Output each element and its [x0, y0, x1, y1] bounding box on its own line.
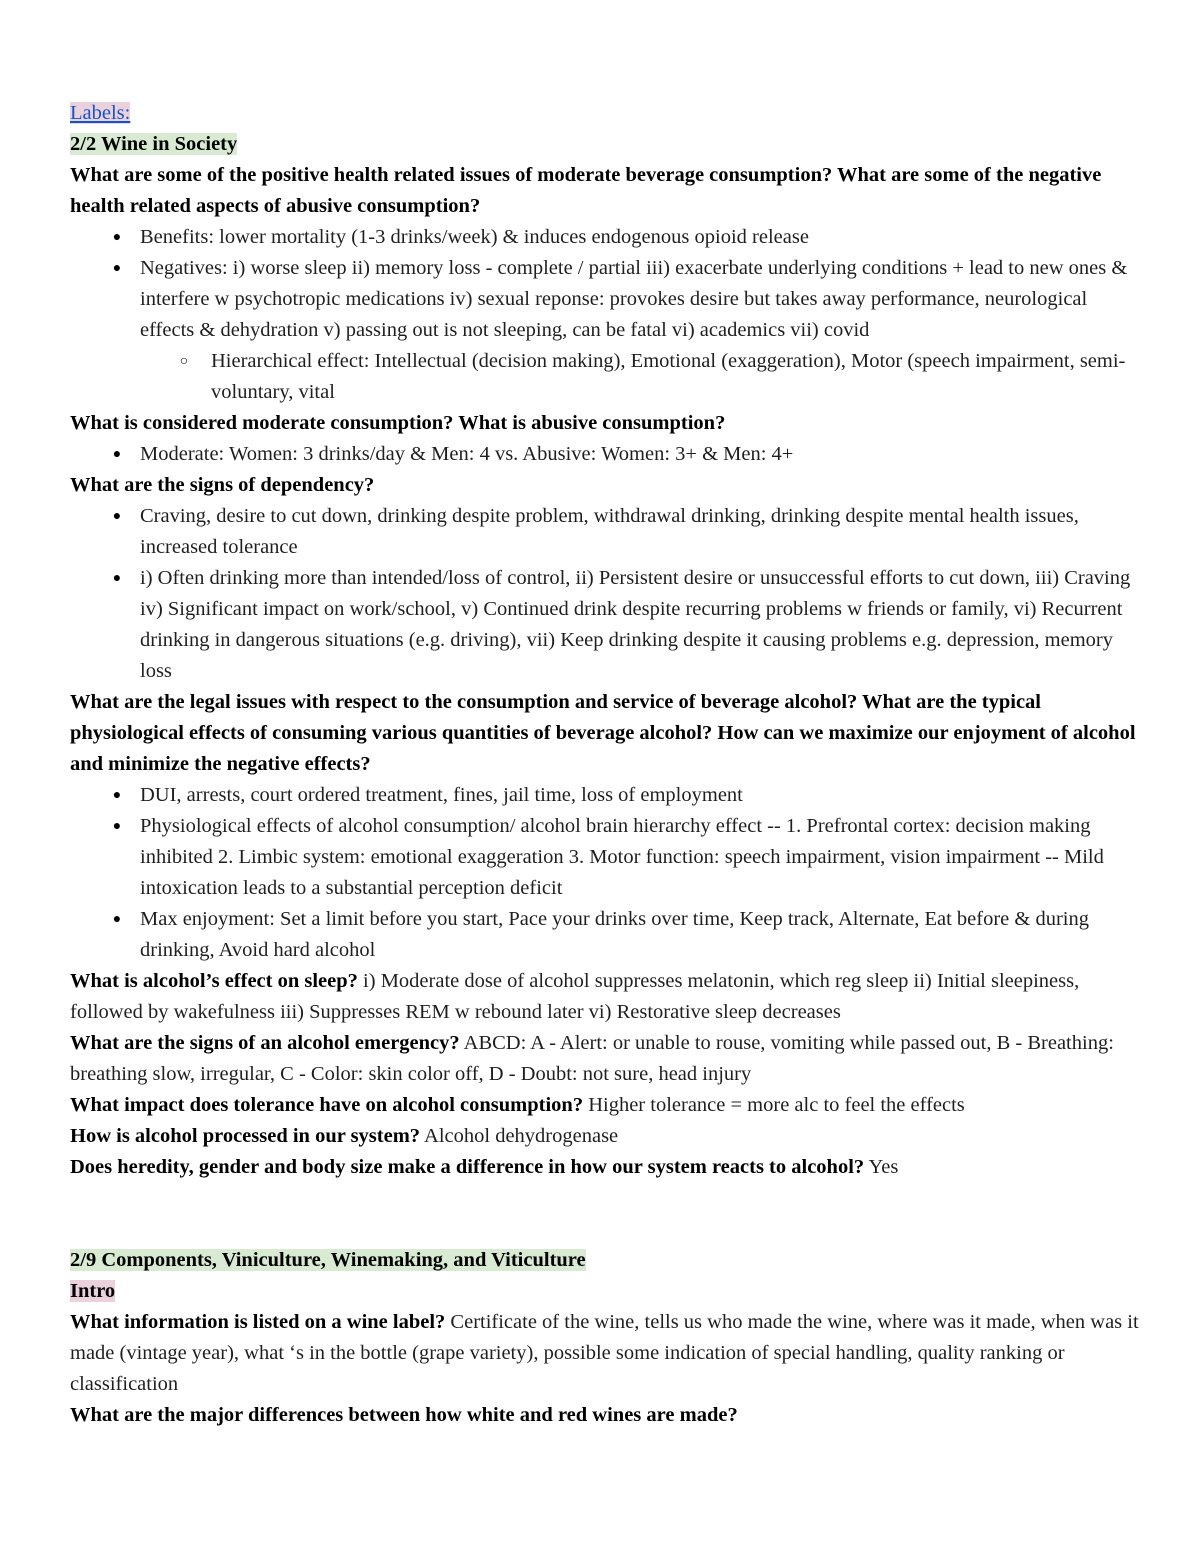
answer-5-text: i) Moderate dose of alcohol suppresses melatonin, which reg sleep ii) Initial sleepiness, followed by wakefulness iii) Suppresses REM w rebound later vi) Restorative sleep decreases [70, 970, 1080, 1023]
subheading [70, 1276, 1140, 1307]
section-2-heading: 2/9 Components, Viniculture, Winemaking, and Viticulture [70, 1249, 586, 1271]
question-2: What is considered moderate consumption? What is abusive consumption? [70, 412, 726, 434]
list-item-text: Negatives: i) worse sleep ii) memory loss - complete / partial iii) exacerbate underlying conditions + lead to new ones & interfere w psychotropic medications iv) sexual reponse: provokes desire but takes away performance, neurological effects & dehydration v) passing out is not sleeping, can be fatal vi) academics vii) covid [140, 257, 1128, 341]
question-3-list [70, 501, 1140, 687]
document-page [70, 98, 1140, 1431]
list-item-text: Max enjoyment: Set a limit before you start, Pace your drinks over time, Keep track, Alternate, Eat before & during drinking, Avoid hard alcohol [140, 908, 1089, 961]
list-item [70, 811, 1140, 904]
question-1: What are some of the positive health related issues of moderate beverage consumption? What are some of the negative health related aspects of abusive consumption? [70, 164, 1102, 217]
question-9 [70, 1152, 1140, 1183]
list-item [70, 904, 1140, 966]
list-item [70, 501, 1140, 563]
question-9-text: Does heredity, gender and body size make a difference in how our system reacts to alcohol? [70, 1156, 865, 1178]
section-heading [70, 1245, 1140, 1276]
list-item-text: Physiological effects of alcohol consumption/ alcohol brain hierarchy effect -- 1. Prefrontal cortex: decision making inhibited 2. Limbic system: emotional exaggeration 3. Motor function: speech impairment, vision impairment -- Mild intoxication leads to a substantial perception deficit [140, 815, 1104, 899]
question-4-list [70, 780, 1140, 966]
list-item-text: DUI, arrests, court ordered treatment, fines, jail time, loss of employment [140, 784, 743, 806]
list-item-text: Moderate: Women: 3 drinks/day & Men: 4 vs. Abusive: Women: 3+ & Men: 4+ [140, 443, 794, 465]
question-3: What are the signs of dependency? [70, 474, 375, 496]
answer-8-text: Alcohol dehydrogenase [420, 1125, 619, 1147]
list-item [70, 253, 1140, 346]
sub-list-item [70, 346, 1140, 408]
question-6-text: What are the signs of an alcohol emergency? [70, 1032, 460, 1054]
question-5 [70, 966, 1140, 1028]
list-item [70, 780, 1140, 811]
answer-10-text: Certificate of the wine, tells us who made the wine, where was it made, when was it made (vintage year), what ‘s in the bottle (grape variety), possible some indication of special handling, quality ranking or classification [70, 1311, 1139, 1395]
question-10-text: What information is listed on a wine label? [70, 1311, 446, 1333]
section-1-heading: 2/2 Wine in Society [70, 133, 238, 155]
question-8 [70, 1121, 1140, 1152]
bullet-icon [111, 222, 123, 253]
bullet-icon [111, 563, 123, 594]
list-item-text: Craving, desire to cut down, drinking despite problem, withdrawal drinking, drinking despite mental health issues, increased tolerance [140, 505, 1079, 558]
list-item [70, 222, 1140, 253]
bullet-icon [111, 780, 123, 811]
question-7-text: What impact does tolerance have on alcohol consumption? [70, 1094, 584, 1116]
hollow-bullet-icon [178, 346, 190, 377]
bullet-icon [111, 501, 123, 532]
answer-7-text: Higher tolerance = more alc to feel the effects [583, 1094, 965, 1116]
question-5-text: What is alcohol’s effect on sleep? [70, 970, 358, 992]
answer-6-text: ABCD: A - Alert: or unable to rouse, vomiting while passed out, B - Breathing: breathing slow, irregular, C - Color: skin color off, D - Doubt: not sure, head injury [70, 1032, 1114, 1085]
labels-link[interactable]: Labels: [70, 102, 131, 124]
blank-space [70, 1183, 1140, 1245]
list-item-text: Benefits: lower mortality (1-3 drinks/week) & induces endogenous opioid release [140, 226, 809, 248]
list-item-text: i) Often drinking more than intended/loss of control, ii) Persistent desire or unsuccessful efforts to cut down, iii) Craving iv) Significant impact on work/school, v) Continued drink despite recurring problems w friends or family, vi) Recurrent drinking in dangerous situations (e.g. driving), vii) Keep drinking despite it causing problems e.g. depression, memory loss [140, 567, 1131, 682]
bullet-icon [111, 811, 123, 842]
question-11: What are the major differences between how white and red wines are made? [70, 1404, 738, 1426]
bullet-icon [111, 904, 123, 935]
question-10 [70, 1307, 1140, 1400]
answer-9-text: Yes [864, 1156, 899, 1178]
question-2-list [70, 439, 1140, 470]
list-item [70, 563, 1140, 687]
bullet-icon [111, 439, 123, 470]
question-8-text: How is alcohol processed in our system? [70, 1125, 421, 1147]
question-4: What are the legal issues with respect to the consumption and service of beverage alcohol? What are the typical physiological effects of consuming various quantities of beverage alcohol? How can we maximize our enjoyment of alcohol and minimize the negative effects? [70, 691, 1136, 775]
section-heading [70, 129, 1140, 160]
question-1-list [70, 222, 1140, 408]
question-7 [70, 1090, 1140, 1121]
labels-title [70, 98, 1140, 129]
list-item [70, 439, 1140, 470]
bullet-icon [111, 253, 123, 284]
section-2-subheading: Intro [70, 1280, 116, 1302]
sub-list-item-text: Hierarchical effect: Intellectual (decision making), Emotional (exaggeration), Motor (speech impairment, semi-voluntary, vital [211, 350, 1126, 403]
question-6 [70, 1028, 1140, 1090]
